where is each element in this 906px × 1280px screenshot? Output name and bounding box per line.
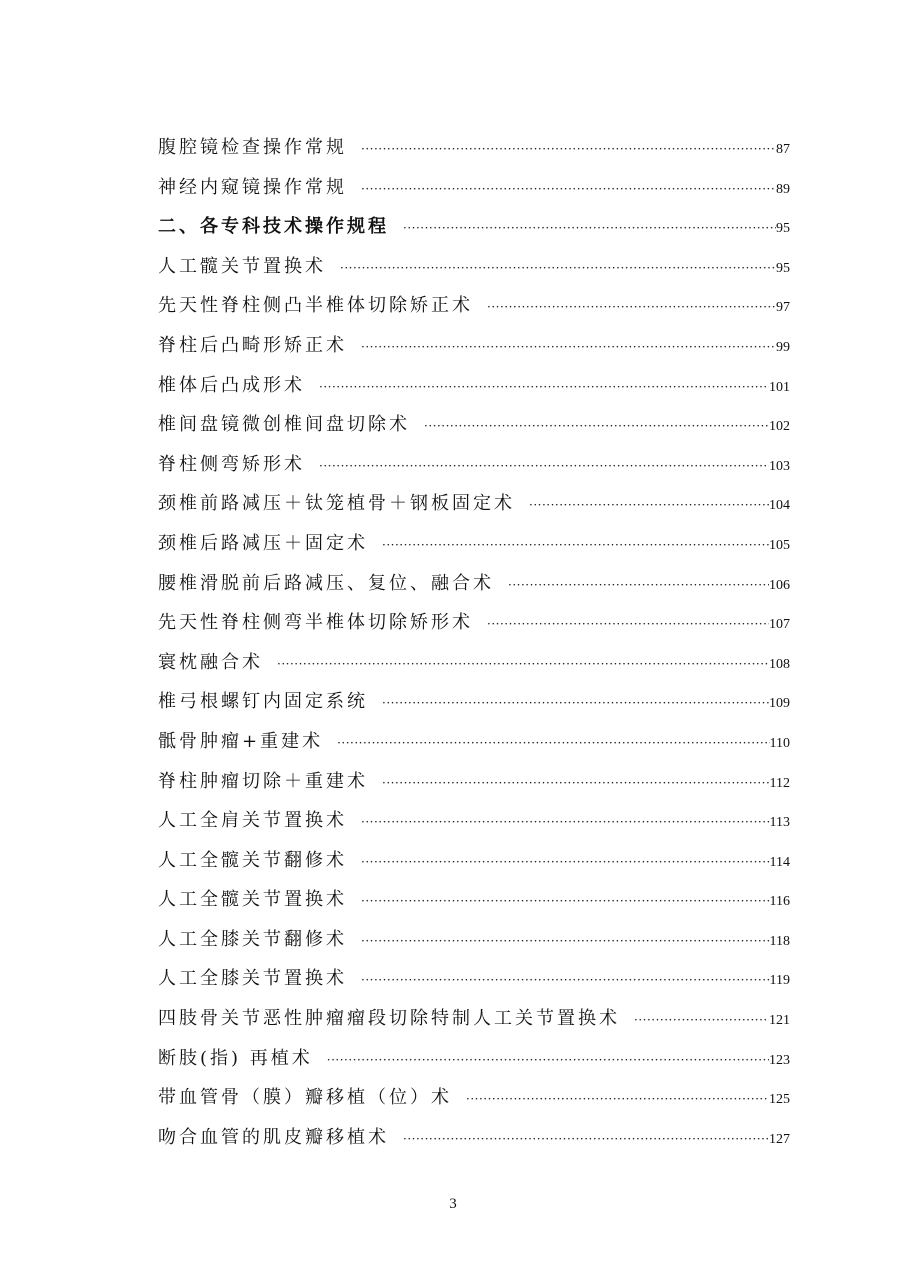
toc-entry[interactable]: [158, 410, 790, 450]
toc-entry[interactable]: [158, 1044, 790, 1084]
toc-entry-title: 四肢骨关节恶性肿瘤瘤段切除特制人工关节置换术: [158, 1008, 620, 1030]
toc-entry-page: 104: [769, 498, 790, 514]
toc-entry[interactable]: [158, 687, 790, 727]
table-of-contents: [158, 133, 790, 1162]
toc-entry-page: 119: [769, 973, 790, 989]
toc-entry-title: 椎弓根螺钉内固定系统: [158, 691, 368, 713]
toc-dot-leader: [382, 696, 769, 710]
toc-entry-page: 118: [769, 933, 790, 949]
toc-dot-leader: [382, 776, 770, 790]
toc-entry[interactable]: [158, 489, 790, 529]
toc-entry-title: 颈椎前路减压＋钛笼植骨＋钢板固定术: [158, 493, 515, 515]
toc-entry-title: 吻合血管的肌皮瓣移植术: [158, 1126, 389, 1148]
toc-entry-title: 神经内窥镜操作常规: [158, 176, 347, 198]
toc-dot-leader: [361, 894, 770, 908]
toc-dot-leader: [319, 380, 769, 394]
toc-entry[interactable]: [158, 608, 790, 648]
toc-entry-page: 114: [769, 854, 790, 870]
toc-dot-leader: [361, 182, 776, 196]
toc-dot-leader: [634, 1013, 769, 1027]
toc-entry-page: 106: [769, 577, 790, 593]
toc-dot-leader: [403, 221, 776, 235]
toc-entry-title: 骶骨肿瘤+重建术: [158, 730, 324, 752]
toc-entry-page: 113: [769, 815, 790, 831]
toc-entry[interactable]: [158, 885, 790, 925]
toc-dot-leader: [319, 459, 769, 473]
toc-dot-leader: [337, 736, 769, 750]
toc-entry-title: 椎间盘镜微创椎间盘切除术: [158, 414, 410, 436]
toc-entry-title: 先天性脊柱侧凸半椎体切除矫正术: [158, 295, 473, 317]
toc-dot-leader: [487, 300, 776, 314]
toc-entry-title: 带血管骨（膜）瓣移植（位）术: [158, 1087, 452, 1109]
toc-entry[interactable]: [158, 806, 790, 846]
toc-entry-page: 95: [776, 260, 790, 276]
toc-entry[interactable]: [158, 371, 790, 411]
toc-entry-page: 112: [769, 775, 790, 791]
toc-dot-leader: [361, 340, 776, 354]
toc-dot-leader: [529, 498, 769, 512]
page-number: 3: [449, 1196, 457, 1212]
toc-entry-page: 110: [769, 735, 790, 751]
toc-dot-leader: [361, 934, 770, 948]
toc-entry-title: 寰枕融合术: [158, 651, 263, 673]
toc-entry-title: 人工全膝关节置换术: [158, 968, 347, 990]
toc-entry-page: 105: [769, 537, 790, 553]
toc-entry[interactable]: [158, 727, 790, 767]
toc-entry-title: 人工全膝关节翻修术: [158, 928, 347, 950]
toc-section-heading[interactable]: [158, 212, 790, 252]
toc-dot-leader: [361, 815, 770, 829]
toc-entry[interactable]: [158, 173, 790, 213]
toc-entry-title: 断肢(指) 再植术: [158, 1047, 313, 1069]
toc-dot-leader: [277, 657, 769, 671]
toc-entry-page: 108: [769, 656, 790, 672]
toc-dot-leader: [382, 538, 769, 552]
toc-entry-page: 123: [769, 1052, 790, 1068]
toc-dot-leader: [424, 419, 769, 433]
toc-entry-title: 脊柱肿瘤切除＋重建术: [158, 770, 368, 792]
toc-entry[interactable]: [158, 450, 790, 490]
toc-entry-page: 102: [769, 419, 790, 435]
toc-dot-leader: [327, 1053, 769, 1067]
toc-entry[interactable]: [158, 569, 790, 609]
toc-entry-title: 二、各专科技术操作规程: [158, 216, 389, 238]
toc-entry[interactable]: [158, 291, 790, 331]
toc-entry-title: 脊柱后凸畸形矫正术: [158, 334, 347, 356]
toc-entry-page: 103: [769, 458, 790, 474]
toc-dot-leader: [361, 142, 776, 156]
toc-entry[interactable]: [158, 1083, 790, 1123]
toc-entry[interactable]: [158, 252, 790, 292]
toc-entry-title: 人工全髋关节翻修术: [158, 849, 347, 871]
toc-entry-page: 116: [769, 894, 790, 910]
toc-entry-page: 109: [769, 696, 790, 712]
toc-entry-page: 87: [776, 142, 790, 157]
toc-entry-title: 颈椎后路减压＋固定术: [158, 532, 368, 554]
toc-entry-page: 97: [776, 300, 790, 316]
toc-entry-page: 107: [769, 617, 790, 633]
toc-entry-page: 99: [776, 339, 790, 355]
toc-entry[interactable]: [158, 1123, 790, 1163]
toc-entry-title: 椎体后凸成形术: [158, 374, 305, 396]
toc-entry[interactable]: [158, 529, 790, 569]
toc-entry-title: 腹腔镜检查操作常规: [158, 137, 347, 158]
toc-dot-leader: [361, 855, 770, 869]
toc-entry-title: 腰椎滑脱前后路减压、复位、融合术: [158, 572, 494, 594]
toc-entry-title: 人工全髋关节置换术: [158, 889, 347, 911]
toc-entry[interactable]: [158, 1004, 790, 1044]
toc-entry[interactable]: [158, 767, 790, 807]
toc-entry-page: 125: [769, 1092, 790, 1108]
toc-dot-leader: [340, 261, 776, 275]
toc-entry[interactable]: [158, 925, 790, 965]
toc-entry[interactable]: [158, 846, 790, 886]
toc-dot-leader: [487, 617, 769, 631]
toc-entry-title: 人工全肩关节置换术: [158, 810, 347, 832]
toc-entry-title: 先天性脊柱侧弯半椎体切除矫形术: [158, 612, 473, 634]
toc-entry[interactable]: [158, 133, 790, 173]
toc-dot-leader: [508, 578, 769, 592]
toc-entry[interactable]: [158, 331, 790, 371]
toc-entry-page: 121: [769, 1013, 790, 1029]
toc-dot-leader: [403, 1132, 769, 1146]
toc-entry-page: 101: [769, 379, 790, 395]
toc-entry-page: 89: [776, 181, 790, 197]
toc-entry[interactable]: [158, 648, 790, 688]
toc-entry-page: 127: [769, 1131, 790, 1147]
toc-dot-leader: [361, 973, 770, 987]
toc-entry[interactable]: [158, 964, 790, 1004]
toc-entry-page: 95: [776, 221, 790, 237]
toc-dot-leader: [466, 1092, 769, 1106]
toc-entry-title: 脊柱侧弯矫形术: [158, 453, 305, 475]
toc-entry-title: 人工髋关节置换术: [158, 255, 326, 277]
